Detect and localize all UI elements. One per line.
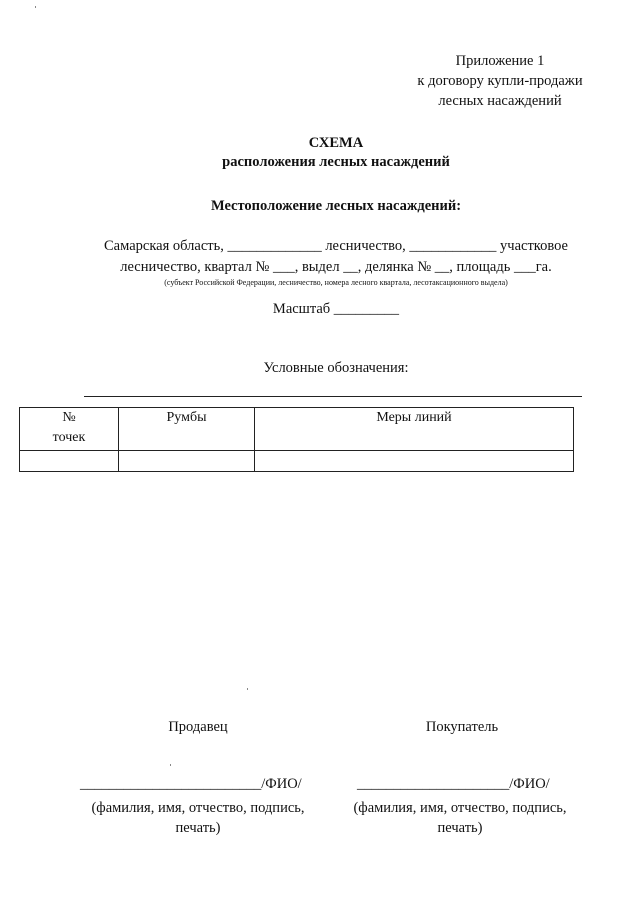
- table-cell: [119, 451, 255, 472]
- seller-hint-2: печать): [175, 820, 221, 836]
- seller-fio-line: _________________________/ФИО/: [80, 776, 302, 792]
- buyer-fio-line: _____________________/ФИО/: [357, 776, 550, 792]
- scale-label: Масштаб _________: [272, 301, 400, 317]
- legend-line: [84, 396, 582, 397]
- seller-title: Продавец: [168, 719, 228, 735]
- buyer-hint-2: печать): [437, 820, 483, 836]
- legend-label: Условные обозначения:: [263, 360, 409, 376]
- appendix-line-3: лесных насаждений: [438, 93, 562, 109]
- points-table: [19, 407, 574, 472]
- location-note: (субъект Российской Федерации, лесничество, номера лесного квартала, лесотаксационного выдела): [164, 278, 508, 287]
- seller-hint-1: (фамилия, имя, отчество, подпись,: [91, 800, 305, 816]
- scan-speck: [247, 688, 248, 690]
- location-line-2: лесничество, квартал № ___, выдел __, делянка № __, площадь ___га.: [120, 259, 552, 275]
- location-line-1: Самарская область, _____________ лесничество, ____________ участковое: [104, 238, 568, 254]
- document-title: СХЕМА: [308, 135, 364, 151]
- table-cell: [255, 451, 574, 472]
- table-header-row: [20, 408, 574, 451]
- col-header-lengths: Меры линий: [255, 408, 574, 451]
- buyer-hint-1: (фамилия, имя, отчество, подпись,: [353, 800, 567, 816]
- appendix-line-1: Приложение 1: [455, 53, 545, 69]
- document-subtitle: расположения лесных насаждений: [222, 154, 450, 170]
- scan-speck: [35, 6, 36, 8]
- appendix-line-2: к договору купли-продажи: [417, 73, 583, 89]
- col-header-rumby: Румбы: [119, 408, 255, 451]
- location-heading: Местоположение лесных насаждений:: [210, 198, 462, 214]
- table-cell: [20, 451, 119, 472]
- buyer-title: Покупатель: [425, 719, 499, 735]
- scan-speck: [170, 764, 171, 766]
- col-header-points: № точек: [20, 408, 119, 451]
- table-row: [20, 451, 574, 472]
